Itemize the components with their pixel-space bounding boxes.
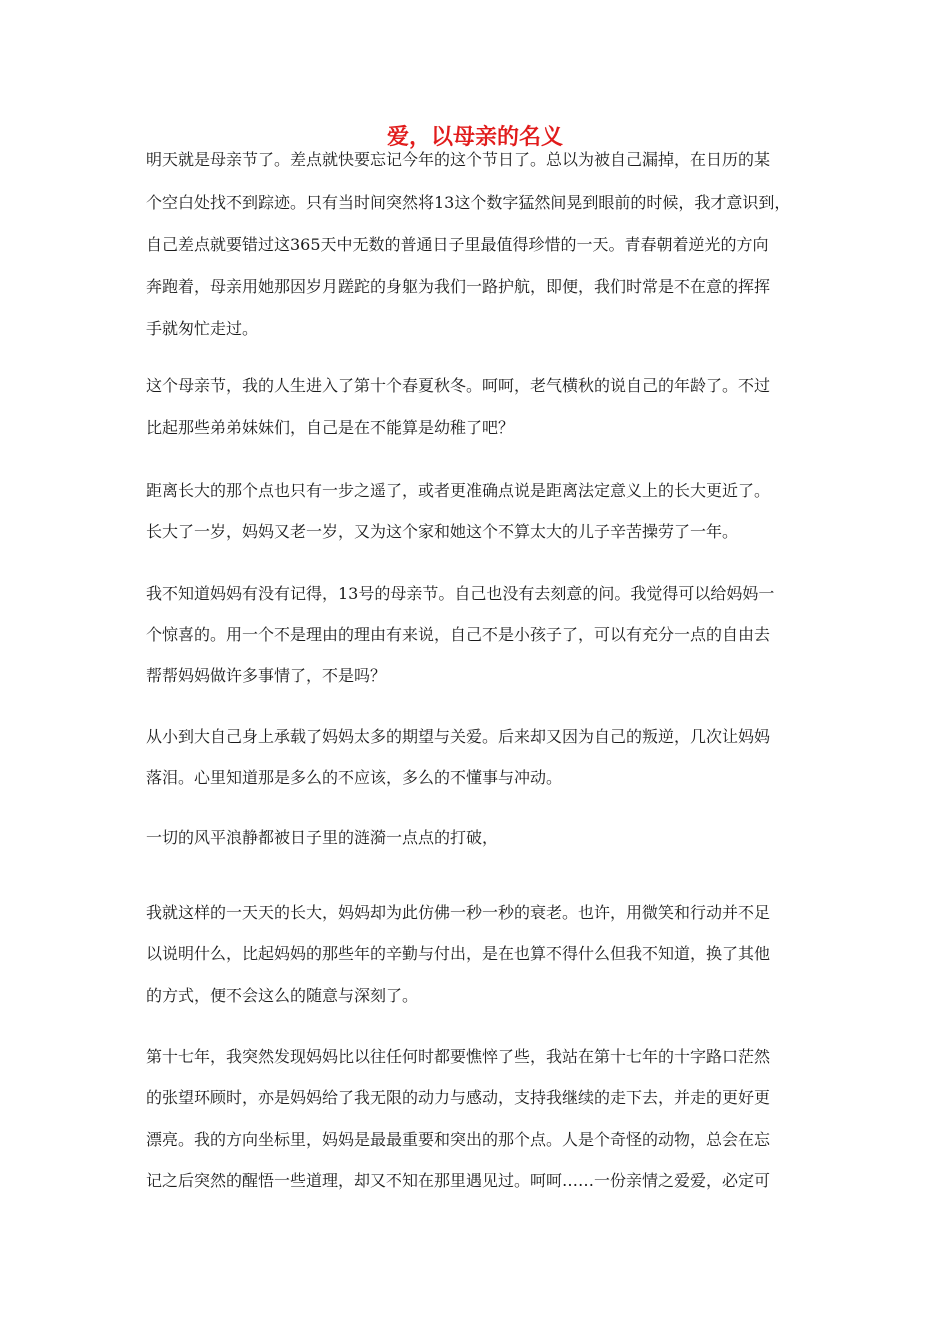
text-line: 比起那些弟弟妹妹们，自己是在不能算是幼稚了吧？ — [146, 418, 515, 437]
text-line: 我就这样的一天天的长大，妈妈却为此仿佛一秒一秒的衰老。也许，用微笑和行动并不足 — [146, 903, 771, 922]
text-line: 明天就是母亲节了。差点就快要忘记今年的这个节日了。总以为被自己漏掉，在日历的某 — [146, 150, 771, 169]
page-title: 爱，以母亲的名义 — [386, 124, 563, 150]
text-line: 我不知道妈妈有没有记得，13号的母亲节。自己也没有去刻意的问。我觉得可以给妈妈一 — [146, 584, 775, 603]
text-line: 一切的风平浪静都被日子里的涟漪一点点的打破， — [146, 828, 499, 847]
text-line: 落泪。心里知道那是多么的不应该，多么的不懂事与冲动。 — [146, 768, 563, 787]
text-line: 第十七年，我突然发现妈妈比以往任何时都要憔悴了些，我站在第十七年的十字路口茫然 — [146, 1047, 771, 1066]
text-line: 个空白处找不到踪迹。只有当时间突然将13这个数字猛然间晃到眼前的时候，我才意识到， — [146, 193, 791, 212]
text-line: 个惊喜的。用一个不是理由的理由有来说，自己不是小孩子了，可以有充分一点的自由去 — [146, 625, 771, 644]
text-line: 帮帮妈妈做许多事情了，不是吗？ — [146, 666, 387, 685]
text-line: 长大了一岁，妈妈又老一岁，又为这个家和她这个不算太大的儿子辛苦操劳了一年。 — [146, 522, 739, 541]
text-line: 手就匆忙走过。 — [146, 319, 259, 338]
text-line: 从小到大自己身上承载了妈妈太多的期望与关爱。后来却又因为自己的叛逆，几次让妈妈 — [146, 727, 771, 746]
text-line: 漂亮。我的方向坐标里，妈妈是最最重要和突出的那个点。人是个奇怪的动物，总会在忘 — [146, 1130, 771, 1149]
text-line: 记之后突然的醒悟一些道理，却又不知在那里遇见过。呵呵……一份亲情之爱爱，必定可 — [146, 1171, 771, 1190]
text-line: 这个母亲节，我的人生进入了第十个春夏秋冬。呵呵，老气横秋的说自己的年龄了。不过 — [146, 376, 771, 395]
text-line: 的方式，便不会这么的随意与深刻了。 — [146, 986, 419, 1005]
text-line: 奔跑着，母亲用她那因岁月蹉跎的身躯为我们一路护航，即便，我们时常是不在意的挥挥 — [146, 277, 771, 296]
text-line: 自己差点就要错过这365天中无数的普通日子里最值得珍惜的一天。青春朝着逆光的方向 — [146, 235, 769, 254]
text-line: 以说明什么，比起妈妈的那些年的辛勤与付出，是在也算不得什么但我不知道，换了其他 — [146, 944, 771, 963]
text-line: 距离长大的那个点也只有一步之遥了，或者更准确点说是距离法定意义上的长大更近了。 — [146, 481, 771, 500]
text-line: 的张望环顾时，亦是妈妈给了我无限的动力与感动，支持我继续的走下去，并走的更好更 — [146, 1088, 771, 1107]
